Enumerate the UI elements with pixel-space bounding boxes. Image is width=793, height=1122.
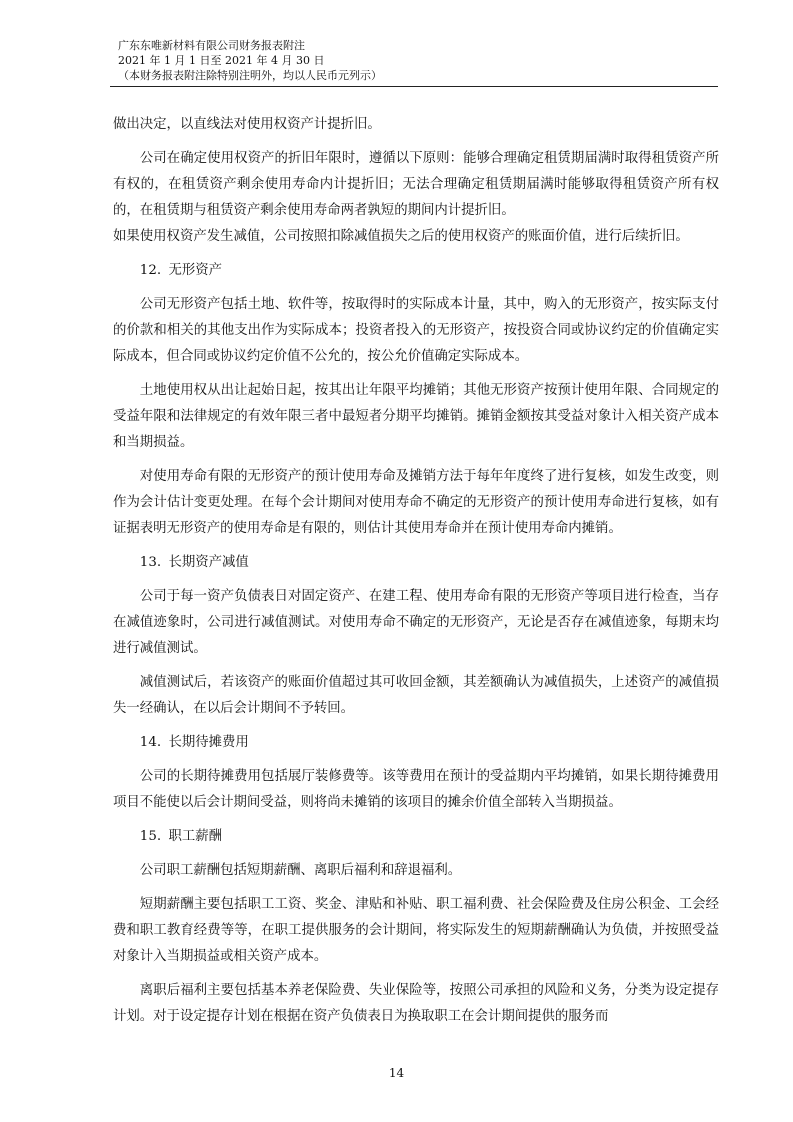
section-title: 长期待摊费用 xyxy=(168,735,249,750)
section-heading-13 xyxy=(113,550,719,576)
header-company-title: 广东东唯新材料有限公司财务报表附注 xyxy=(118,39,305,52)
paragraph: 公司在确定使用权资产的折旧年限时，遵循以下原则：能够合理确定租赁期届满时取得租赁资产所有权的，在租赁资产剩余使用寿命内计提折旧；无法合理确定租赁期届满时能够取得租赁资产所有权的，在租赁期与租赁资产剩余使用寿命两者孰短的期间内计提折旧。 xyxy=(113,151,719,218)
section-number: 15. xyxy=(139,829,162,844)
section-title: 长期资产减值 xyxy=(168,555,249,570)
paragraph: 做出决定，以直线法对使用权资产计提折旧。 xyxy=(113,117,381,132)
section-heading-15 xyxy=(113,824,719,850)
document-body xyxy=(113,112,719,1038)
paragraph: 如果使用权资产发生减值，公司按照扣除减值损失之后的使用权资产的账面价值，进行后续折旧。 xyxy=(113,229,689,244)
section-heading-14 xyxy=(113,730,719,756)
paragraph: 离职后福利主要包括基本养老保险费、失业保险等，按照公司承担的风险和义务，分类为设定提存计划。对于设定提存计划在根据在资产负债表日为换取职工在会计期间提供的服务而 xyxy=(113,983,719,1024)
section-title: 职工薪酬 xyxy=(168,829,223,844)
paragraph: 公司职工薪酬包括短期薪酬、离职后福利和辞退福利。 xyxy=(139,863,462,878)
header-period: 2021 年 1 月 1 日至 2021 年 4 月 30 日 xyxy=(118,54,325,67)
header-currency-note: （本财务报表附注除特别注明外，均以人民币元列示） xyxy=(118,69,382,82)
paragraph: 对使用寿命有限的无形资产的预计使用寿命及摊销方法于每年年度终了进行复核，如发生改变，则作为会计估计变更处理。在每个会计期间对使用寿命不确定的无形资产的预计使用寿命进行复核，如有证据表明无形资产的使用寿命是有限的，则估计其使用寿命并在预计使用寿命内摊销。 xyxy=(113,469,719,536)
header-divider xyxy=(110,86,718,87)
paragraph: 短期薪酬主要包括职工工资、奖金、津贴和补贴、职工福利费、社会保险费及住房公积金、工会经费和职工教育经费等等，在职工提供服务的会计期间，将实际发生的短期薪酬确认为负债，并按照受益对象计入当期损益或相关资产成本。 xyxy=(113,897,719,964)
page-number: 14 xyxy=(388,1066,405,1080)
paragraph: 公司无形资产包括土地、软件等，按取得时的实际成本计量，其中，购入的无形资产，按实际支付的价款和相关的其他支出作为实际成本；投资者投入的无形资产，按投资合同或协议约定的价值确定实际成本，但合同或协议约定价值不公允的，按公允价值确定实际成本。 xyxy=(113,297,719,364)
section-number: 14. xyxy=(139,735,162,750)
section-number: 13. xyxy=(139,555,162,570)
section-number: 12. xyxy=(139,263,162,278)
paragraph: 公司的长期待摊费用包括展厅装修费等。该等费用在预计的受益期内平均摊销，如果长期待摊费用项目不能使以后会计期间受益，则将尚未摊销的该项目的摊余价值全部转入当期损益。 xyxy=(113,769,719,810)
paragraph: 公司于每一资产负债表日对固定资产、在建工程、使用寿命有限的无形资产等项目进行检查，当存在减值迹象时，公司进行减值测试。对使用寿命不确定的无形资产，无论是否存在减值迹象，每期末均进行减值测试。 xyxy=(113,589,719,656)
page-header xyxy=(118,38,718,83)
section-title: 无形资产 xyxy=(168,263,223,278)
paragraph: 土地使用权从出让起始日起，按其出让年限平均摊销；其他无形资产按预计使用年限、合同规定的受益年限和法律规定的有效年限三者中最短者分期平均摊销。摊销金额按其受益对象计入相关资产成本和当期损益。 xyxy=(113,383,719,450)
paragraph: 减值测试后，若该资产的账面价值超过其可收回金额，其差额确认为减值损失，上述资产的减值损失一经确认，在以后会计期间不予转回。 xyxy=(113,675,719,716)
section-heading-12 xyxy=(113,258,719,284)
